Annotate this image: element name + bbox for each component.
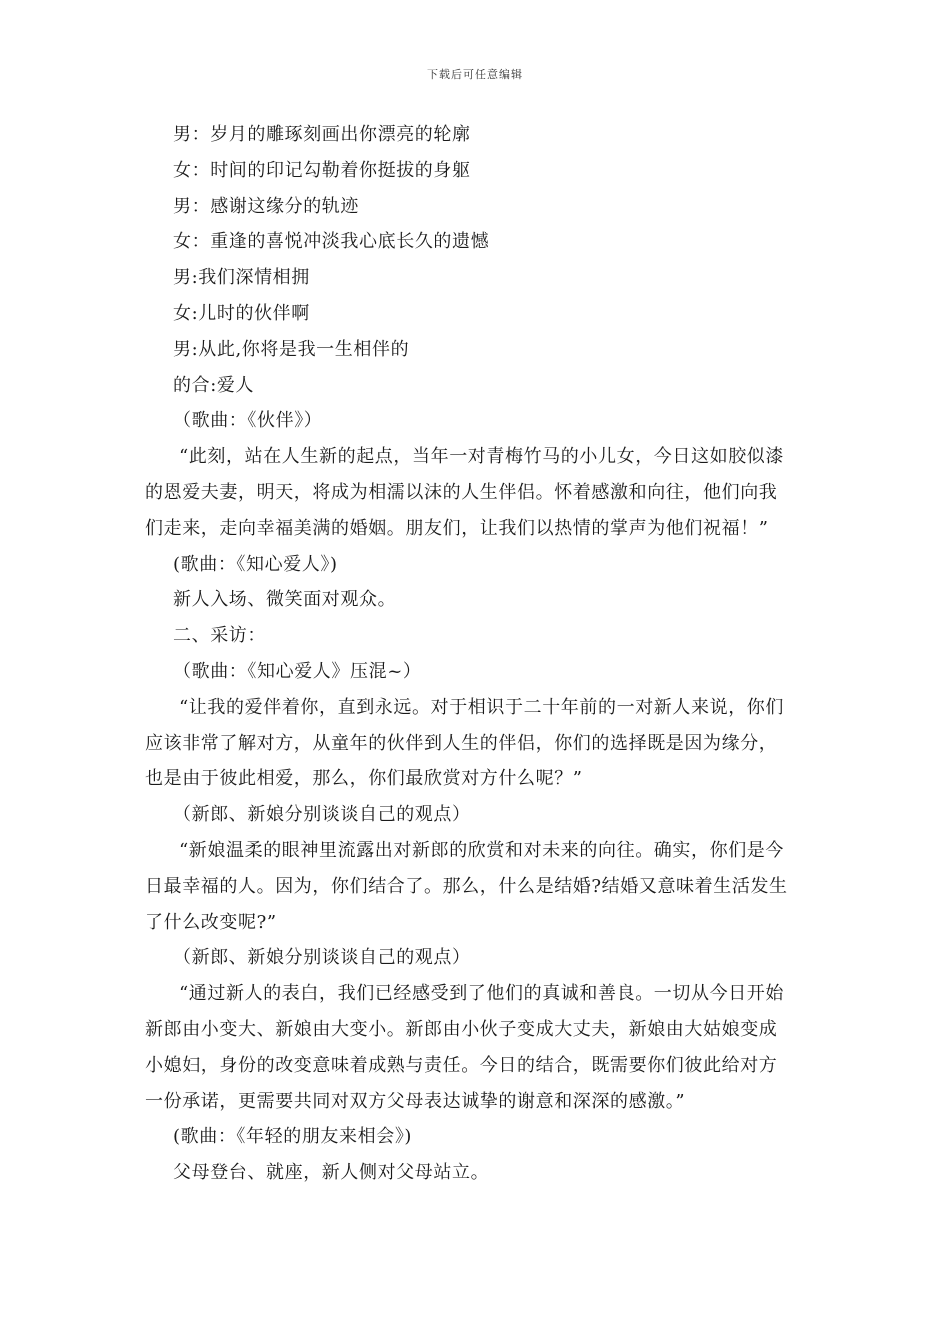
document-body bbox=[145, 117, 813, 1191]
paragraph-line: 们走来，走向幸福美满的婚姻。朋友们，让我们以热情的掌声为他们祝福！” bbox=[145, 517, 769, 539]
paragraph-line: 一份承诺，更需要共同对双方父母表达诚挚的谢意和深深的感激。” bbox=[145, 1090, 686, 1112]
stage-direction: 新人入场、微笑面对观众。 bbox=[173, 589, 397, 611]
dialogue-line: 男：感谢这缘分的轨迹 bbox=[173, 195, 359, 217]
dialogue-line: 男:我们深情相拥 bbox=[173, 267, 310, 289]
song-cue: （歌曲：《伙伴》） bbox=[173, 410, 323, 432]
paragraph-line: 了什么改变呢?” bbox=[145, 911, 277, 933]
paragraph-2 bbox=[145, 690, 813, 797]
stage-direction: （新郎、新娘分别谈谈自己的观点） bbox=[173, 804, 471, 826]
stage-direction: 父母登台、就座，新人侧对父母站立。 bbox=[173, 1162, 490, 1184]
paragraph-line: “让我的爱伴着你，直到永远。对于相识于二十年前的一对新人来说，你们 bbox=[179, 696, 784, 718]
page-header: 下载后可任意编辑 bbox=[427, 68, 523, 81]
paragraph-3 bbox=[145, 833, 813, 940]
paragraph-line: “新娘温柔的眼神里流露出对新郎的欣赏和对未来的向往。确实，你们是今 bbox=[179, 839, 784, 861]
dialogue-line: 的合:爱人 bbox=[173, 374, 255, 396]
dialogue-line: 女:儿时的伙伴啊 bbox=[173, 302, 310, 324]
dialogue-line: 男：岁月的雕琢刻画出你漂亮的轮廓 bbox=[173, 124, 471, 145]
paragraph-line: 日最幸福的人。因为，你们结合了。那么，什么是结婚?结婚又意味着生活发生 bbox=[145, 875, 788, 897]
paragraph-line: 小媳妇，身份的改变意味着成熟与责任。今日的结合，既需要你们彼此给对方 bbox=[145, 1054, 778, 1076]
dialogue-line: 男:从此,你将是我一生相伴的 bbox=[173, 338, 410, 360]
paragraph-1 bbox=[145, 439, 813, 546]
song-cue: (歌曲：《知心爱人》) bbox=[173, 553, 338, 575]
stage-direction: （新郎、新娘分别谈谈自己的观点） bbox=[173, 947, 471, 969]
paragraph-4 bbox=[145, 976, 813, 1119]
paragraph-line: 应该非常了解对方，从童年的伙伴到人生的伴侣，你们的选择既是因为缘分， bbox=[145, 732, 778, 754]
dialogue-line: 女：时间的印记勾勒着你挺拔的身躯 bbox=[173, 159, 471, 181]
paragraph-line: “此刻，站在人生新的起点，当年一对青梅竹马的小儿女，今日这如胶似漆 bbox=[179, 446, 784, 468]
section-heading: 二、采访： bbox=[173, 625, 266, 647]
song-cue: （歌曲：《知心爱人》压混~） bbox=[173, 660, 422, 682]
paragraph-line: 的恩爱夫妻，明天，将成为相濡以沫的人生伴侣。怀着感激和向往，他们向我 bbox=[145, 481, 778, 503]
paragraph-line: “通过新人的表白，我们已经感受到了他们的真诚和善良。一切从今日开始 bbox=[179, 983, 784, 1005]
song-cue: (歌曲：《年轻的朋友来相会》) bbox=[173, 1126, 413, 1148]
dialogue-line: 女：重逢的喜悦冲淡我心底长久的遗憾 bbox=[173, 231, 490, 253]
paragraph-line: 新郎由小变大、新娘由大变小。新郎由小伙子变成大丈夫，新娘由大姑娘变成 bbox=[145, 1018, 778, 1040]
paragraph-line: 也是由于彼此相爱，那么，你们最欣赏对方什么呢？” bbox=[145, 768, 583, 790]
